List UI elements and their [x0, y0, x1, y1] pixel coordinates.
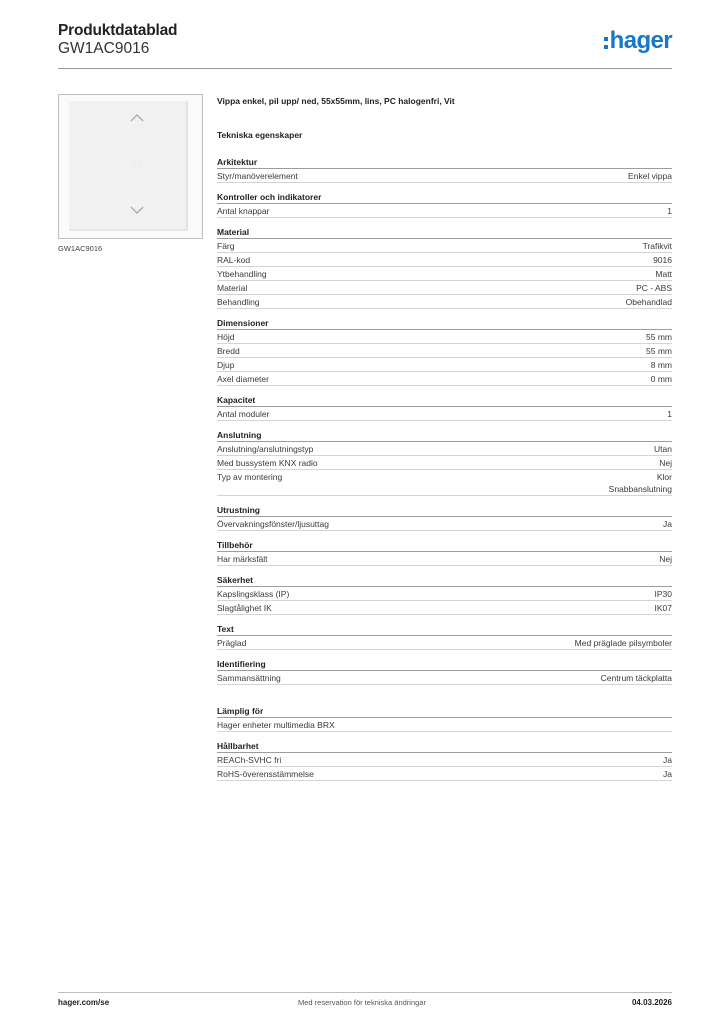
spec-label: Har märksfält [217, 554, 268, 564]
spec-label: Sammansättning [217, 673, 281, 683]
footer-disclaimer: Med reservation för tekniska ändringar [298, 998, 426, 1007]
spec-value: 9016 [653, 255, 672, 265]
spec-value: Ja [663, 755, 672, 765]
spec-value: IP30 [654, 589, 672, 599]
header-divider [58, 68, 672, 69]
spec-value: Utan [654, 444, 672, 454]
spec-section [217, 740, 672, 781]
section-spacer [217, 693, 672, 705]
product-code: GW1AC9016 [58, 40, 150, 57]
spec-value: Matt [655, 269, 672, 279]
spec-value: Med präglade pilsymboler [574, 638, 672, 648]
spec-row [217, 470, 672, 496]
spec-label: Axel diameter [217, 374, 269, 384]
spec-section [217, 504, 672, 531]
spec-value: Ja [663, 769, 672, 779]
spec-row [217, 753, 672, 767]
spec-label: Djup [217, 360, 235, 370]
spec-row [217, 718, 672, 732]
spec-label: Anslutning/anslutningstyp [217, 444, 314, 454]
spec-row [217, 344, 672, 358]
logo-text: hager [609, 27, 672, 54]
spec-row [217, 253, 672, 267]
spec-value: 1 [667, 206, 672, 216]
spec-row [217, 330, 672, 344]
spec-label: Slagtålighet IK [217, 603, 272, 613]
spec-label: Styr/manöverelement [217, 171, 298, 181]
spec-label: Typ av montering [217, 472, 283, 482]
section-title: Arkitektur [217, 156, 672, 169]
section-title: Kontroller och indikatorer [217, 191, 672, 204]
spec-section [217, 574, 672, 615]
indicator-dash-icon [134, 164, 140, 166]
spec-value: 8 mm [650, 360, 672, 370]
footer-divider [58, 992, 672, 993]
section-title: Anslutning [217, 429, 672, 442]
spec-value: 55 mm [646, 346, 672, 356]
spec-row [217, 372, 672, 386]
spec-row [217, 671, 672, 685]
spec-row [217, 601, 672, 615]
spec-sections [217, 156, 672, 781]
hager-logo [604, 28, 672, 54]
spec-label: REACh-SVHC fri [217, 755, 282, 765]
spec-row [217, 767, 672, 781]
spec-row [217, 267, 672, 281]
spec-content [217, 92, 672, 789]
spec-section [217, 226, 672, 309]
spec-value: Ja [663, 519, 672, 529]
spec-label: Hager enheter multimedia BRX [217, 720, 335, 730]
spec-label: Färg [217, 241, 235, 251]
image-caption: GW1AC9016 [58, 244, 103, 253]
spec-label: Med bussystem KNX radio [217, 458, 318, 468]
spec-row [217, 456, 672, 470]
section-title: Säkerhet [217, 574, 672, 587]
spec-label: RoHS-överensstämmelse [217, 769, 314, 779]
section-title: Tillbehör [217, 539, 672, 552]
spec-label: Kapslingsklass (IP) [217, 589, 290, 599]
spec-row [217, 587, 672, 601]
spec-value: Trafikvit [642, 241, 672, 251]
logo-colon-icon [604, 37, 608, 49]
chevron-up-icon [131, 115, 143, 121]
section-title: Hållbarhet [217, 740, 672, 753]
spec-row [217, 407, 672, 421]
spec-section [217, 705, 672, 732]
spec-label: Ytbehandling [217, 269, 267, 279]
spec-label: Präglad [217, 638, 247, 648]
spec-value: Klor Snabbanslutning [608, 472, 672, 494]
spec-label: Bredd [217, 346, 240, 356]
section-title: Material [217, 226, 672, 239]
spec-value: 0 mm [650, 374, 672, 384]
spec-label: Material [217, 283, 248, 293]
section-title: Lämplig för [217, 705, 672, 718]
spec-row [217, 517, 672, 531]
spec-value: PC - ABS [636, 283, 672, 293]
spec-label: Övervakningsfönster/ljusuttag [217, 519, 329, 529]
spec-label: Behandling [217, 297, 260, 307]
switch-rocker [69, 101, 188, 231]
page-header [58, 20, 672, 68]
spec-row [217, 636, 672, 650]
spec-row [217, 204, 672, 218]
section-title: Dimensioner [217, 317, 672, 330]
spec-row [217, 295, 672, 309]
spec-section [217, 394, 672, 421]
spec-row [217, 552, 672, 566]
spec-row [217, 358, 672, 372]
spec-value: Obehandlad [625, 297, 672, 307]
section-title: Text [217, 623, 672, 636]
spec-row [217, 442, 672, 456]
chevron-down-icon [131, 207, 143, 213]
footer-website: hager.com/se [58, 998, 110, 1007]
spec-row [217, 169, 672, 183]
section-title: Utrustning [217, 504, 672, 517]
spec-section [217, 658, 672, 685]
spec-value: Centrum täckplatta [600, 673, 672, 683]
spec-section [217, 623, 672, 650]
spec-value: Nej [659, 458, 672, 468]
spec-value: Enkel vippa [628, 171, 672, 181]
spec-section [217, 429, 672, 496]
spec-label: Höjd [217, 332, 235, 342]
spec-row [217, 239, 672, 253]
footer-date: 04.03.2026 [631, 998, 672, 1007]
spec-label: RAL-kod [217, 255, 251, 265]
product-image [58, 94, 203, 239]
spec-value: 1 [667, 409, 672, 419]
spec-value: IK07 [654, 603, 672, 613]
technical-properties-heading: Tekniska egenskaper [217, 130, 303, 140]
section-title: Kapacitet [217, 394, 672, 407]
section-title: Identifiering [217, 658, 672, 671]
spec-value: Nej [659, 554, 672, 564]
spec-row [217, 281, 672, 295]
spec-label: Antal knappar [217, 206, 270, 216]
spec-label: Antal moduler [217, 409, 270, 419]
product-description: Vippa enkel, pil upp/ ned, 55x55mm, lins, PC halogenfri, Vit [217, 96, 455, 106]
spec-section [217, 156, 672, 183]
document-title: Produktdatablad [58, 22, 178, 39]
spec-section [217, 317, 672, 386]
spec-value: 55 mm [646, 332, 672, 342]
spec-section [217, 539, 672, 566]
spec-section [217, 191, 672, 218]
